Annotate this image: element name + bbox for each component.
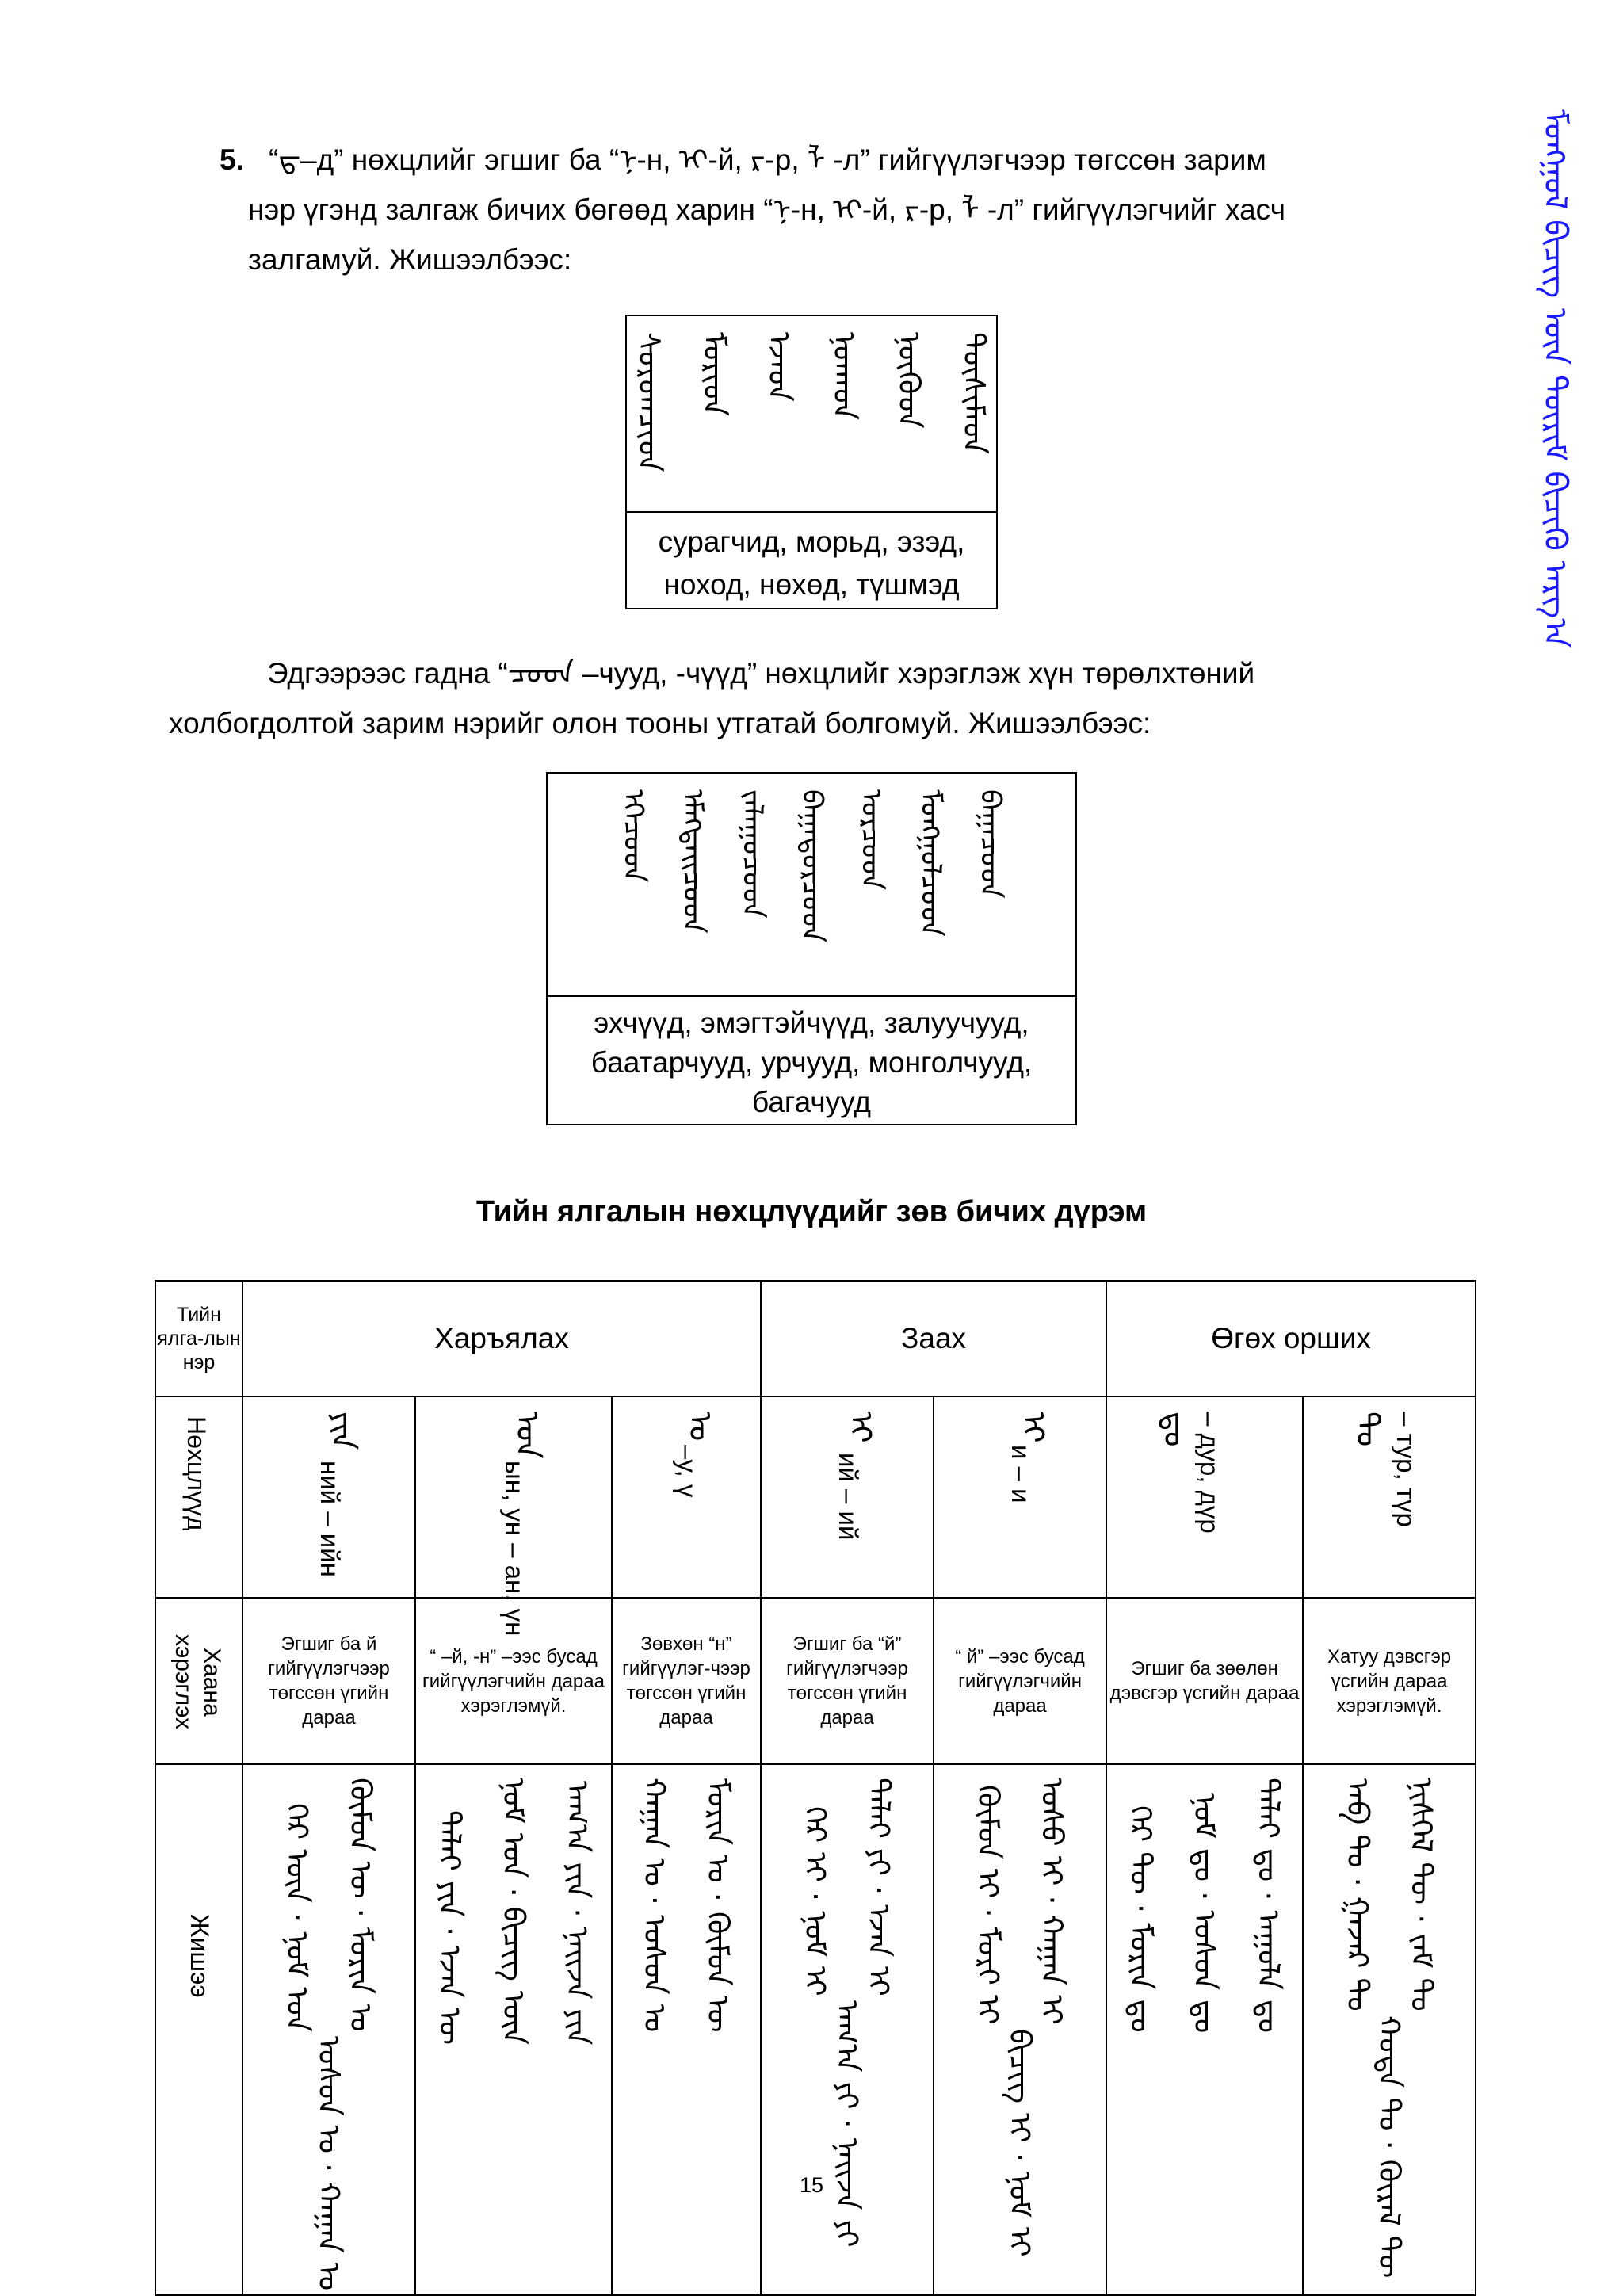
paragraph-2 <box>169 648 1453 748</box>
usage-cell-1: Эгшиг ба й гийгүүлэгчээр төгссөн үгийн дараа <box>242 1598 415 1764</box>
box1-word-2: ᠮᠣᠷᠢᠳ <box>697 332 731 416</box>
table-header-row <box>155 1281 1476 1396</box>
examples-cell-5 <box>934 1764 1106 2295</box>
example-1-2: ᠬᠦᠮᠦᠨ ᠦ · ᠮᠣᠷᠢᠨ ᠤ <box>343 1778 379 2032</box>
example-3-2: ᠮᠣᠷᠢᠨ ᠤ · ᠬᠦᠮᠦᠨ ᠦ <box>701 1778 736 2033</box>
suffix-cell-1 <box>242 1396 415 1598</box>
suffix-cyr-3: –у, ү <box>673 1445 702 1498</box>
rule5-number: 5. <box>220 143 244 176</box>
para2-line1: Эдгээрээс гадна “ᠴᠤᠳ –чууд, -чүүд” нөхцлийг хэрэглэж хүн төрөлхтөний <box>267 657 1255 690</box>
usage-cell-3: Зөвхөн “н” гийгүүлэг-чээр төгссөн үгийн дараа <box>612 1598 761 1764</box>
box1-caption <box>627 514 996 606</box>
row-label-usage: Хаана хэрэглэх <box>170 1633 225 1730</box>
box2-word-5: ᠤᠷᠴᠤᠳ <box>854 789 888 891</box>
rule5-line3: залгамуй. Жишээлбээс: <box>248 243 572 276</box>
suffix-cyr-5: и – и <box>1006 1445 1037 1503</box>
row-label-suffixes-cell <box>155 1396 242 1598</box>
box2-word-6: ᠮᠣᠩᠭᠣᠯᠴᠤᠳ <box>914 789 947 938</box>
usage-cell-6: Эгшиг ба зөөлөн дэвсгэр үсгийн дараа <box>1106 1598 1303 1764</box>
examples-cell-3 <box>612 1764 761 2295</box>
example-5-2: ᠤᠰᠤ ᠢ · ᠬᠠᠭᠠᠨ ᠢ <box>1034 1778 1070 2025</box>
row-label-examples: Жишээ <box>185 1914 214 1998</box>
example-5-1: ᠬᠦᠮᠦᠨ ᠢ · ᠮᠣᠷᠢ ᠢ <box>970 1785 1006 2025</box>
example-4-2: ᠳᠠᠯᠠᠢ ᠶᠢ · ᠡᠵᠡᠨ ᠢ <box>861 1778 897 1996</box>
usage-cell-4: Эгшиг ба “й” гийгүүлэгчээр төгссөн үгийн дараа <box>761 1598 934 1764</box>
suffix-mong-3: ᠤ <box>682 1412 718 1442</box>
suffix-cyr-7: – тур, түр <box>1392 1412 1422 1527</box>
box1-word-4: ᠨᠣᠬᠠᠳ <box>827 332 861 420</box>
examples-cell-4 <box>761 1764 934 2295</box>
suffix-mong-6: ᠳᠤ <box>1156 1412 1193 1447</box>
box1-word-1: ᠰᠤᠷᠤᠭᠴᠢᠳ <box>632 332 666 472</box>
row-label-suffixes: Нөхцлүүд <box>182 1416 211 1531</box>
suffix-cyr-4: ий – ий <box>834 1453 864 1541</box>
box2-mongolian-area <box>548 774 1075 997</box>
box2-word-2: ᠡᠮᠡᠭᠲᠡᠢᠴᠦᠳ <box>676 789 709 934</box>
usage-row <box>155 1598 1476 1764</box>
suffix-cell-7 <box>1303 1396 1476 1598</box>
declension-rules-table <box>155 1280 1476 2296</box>
examples-cell-2 <box>415 1764 612 2295</box>
row-label-examples-cell <box>155 1764 242 2295</box>
example-6-2: ᠨᠣᠮ ᠳᠤ · ᠤᠰᠤᠨ ᠳᠤ <box>1187 1792 1223 2034</box>
box1-mongolian-area <box>627 316 996 513</box>
suffix-mong-5: ᠢ <box>1015 1412 1052 1443</box>
suffix-cell-2 <box>415 1396 612 1637</box>
corner-cell: Тийн ялга-лын нэр <box>155 1281 242 1396</box>
box2-caption <box>548 999 1075 1122</box>
box1-word-3: ᠡᠵᠡᠳ <box>762 332 796 402</box>
suffix-cyr-6: – дур, дүр <box>1195 1412 1225 1534</box>
box1-caption-line2: ноход, нөхөд, түшмэд <box>663 568 960 601</box>
group-header-genitive: Харъялах <box>242 1281 761 1396</box>
usage-cell-2: “ –й, -н” –ээс бусад гийгүүлэгчийн дараа хэрэглэмүй. <box>415 1598 612 1764</box>
example-1-1: ᠭᠡᠷ ᠦᠨ · ᠨᠣᠮ ᠤᠨ <box>279 1802 315 2032</box>
box2-caption-line2: баатарчууд, урчууд, монголчууд, <box>590 1046 1033 1079</box>
suffix-cell-4 <box>761 1396 934 1598</box>
suffix-row <box>155 1396 1476 1598</box>
group-header-accusative: Заах <box>761 1281 1106 1396</box>
example-4-1: ᠭᠡᠷ ᠢ · ᠨᠣᠮ ᠢ <box>797 1806 833 1996</box>
rule5-line1-text: “ᠳ–д” нөхцлийг эгшиг ба “ᠨ-н, ᠢ-й, ᠷ-р, ᠯ -л” гийгүүлэгчээр төгссөн зарим <box>269 143 1266 176</box>
example-3-1: ᠬᠠᠭᠠᠨ ᠤ · ᠤᠰᠤᠨ ᠤ <box>636 1778 672 2033</box>
examples-cell-6 <box>1106 1764 1303 2295</box>
examples-row <box>155 1764 1476 2295</box>
box2-word-1: ᠡᠭᠡᠴᠦᠳ <box>617 789 650 883</box>
table-title: Тийн ялгалын нөхцлүүдийг зөв бичих дүрэм <box>475 1195 1148 1228</box>
usage-cell-5: “ й” –ээс бусад гийгүүлэгчийн дараа <box>934 1598 1106 1764</box>
box1-word-6: ᠲᠦᠰᠢᠮᠡᠳ <box>957 332 991 454</box>
box2-word-3: ᠵᠠᠯᠠᠭᠤᠴᠤᠳ <box>735 789 769 919</box>
suffix-cell-3 <box>612 1396 761 1598</box>
example-7-3: ᠬᠣᠲᠠ ᠲᠤ · ᠬᠦᠷᠡᠯ ᠲᠦ <box>1372 2015 1407 2279</box>
example-2-2: ᠨᠣᠮ ᠤᠨ · ᠪᠢᠴᠢᠭ ᠦᠨ <box>496 1778 531 2045</box>
box2-word-7: ᠪᠠᠭᠠᠴᠤᠳ <box>973 789 1006 899</box>
page-number: 15 <box>799 2173 824 2197</box>
example-6-3: ᠳᠠᠯᠠᠢ ᠳᠤ · ᠠᠭᠤᠯᠠ ᠳᠤ <box>1251 1778 1286 2034</box>
suffix-cell-5 <box>934 1396 1106 1598</box>
example-5-3: ᠪᠢᠴᠢᠭ ᠢ · ᠨᠣᠮ ᠢ <box>1002 2028 1038 2257</box>
suffix-mong-2: ᠤᠨ <box>509 1412 545 1459</box>
suffix-mong-4: ᠢ <box>842 1412 880 1443</box>
suffix-cyr-2: ын, ун – ан, үн <box>500 1461 529 1637</box>
box2-caption-line3: багачууд <box>751 1086 871 1118</box>
suffix-mong-7: ᠲᠤ <box>1349 1412 1386 1447</box>
box1-caption-line1: сурагчид, морьд, эзэд, <box>658 525 965 558</box>
group-header-dative: Өгөх орших <box>1106 1281 1476 1396</box>
box1-word-5: ᠨᠥᠬᠥᠳ <box>892 332 926 429</box>
rule5-line1 <box>220 135 1452 185</box>
suffix-mong-1: ᠶᠢᠨ <box>324 1412 361 1450</box>
example-7-2: ᠨᠢᠰᠬᠡᠯ ᠲᠦ · ᠵᠠᠮ ᠲᠤ <box>1403 1778 1439 2011</box>
usage-cell-7: Хатуу дэвсгэр үсгийн дараа хэрэглэмүй. <box>1303 1598 1476 1764</box>
example-2-1: ᠳᠠᠯᠠᠢ ᠶᠢᠨ · ᠡᠵᠡᠨ ᠦ <box>432 1809 468 2045</box>
suffix-cell-6 <box>1106 1396 1303 1598</box>
rule5-line2: нэр үгэнд залгаж бичих бөгөөд харин “ᠨ-н, ᠢ-й, ᠷ-р, ᠯ -л” гийгүүлэгчийг хасч <box>248 193 1286 226</box>
rule5-paragraph <box>220 135 1452 285</box>
side-title: ᠮᠣᠩᠭᠣᠯ ᠪᠢᠴᠢᠭ ᠦᠨ ᠳᠦᠷᠢᠮ ᠪᠢᠴᠢᠬᠦ ᠠᠷᠭ᠎ᠠ <box>1537 109 1573 648</box>
examples-cell-1 <box>242 1764 415 2295</box>
example-2-3: ᠠᠬ᠎ᠠ ᠶᠢᠨ · ᠨᠠᠢᠵᠠ ᠶᠢᠨ <box>559 1780 595 2045</box>
example-7-1: ᠠᠪ ᠲᠤ · ᠭᠠᠵᠠᠷ ᠲᠤ <box>1339 1778 1375 2011</box>
box2-word-4: ᠪᠠᠭᠠᠲᠤᠷᠴᠤᠳ <box>795 789 828 943</box>
box2-caption-line1: эхчүүд, эмэгтэйчүүд, залуучууд, <box>594 1007 1029 1039</box>
example-1-3: ᠤᠰᠤᠨ ᠤ · ᠬᠠᠭᠠᠨ ᠤ <box>311 2035 346 2290</box>
examples-cell-7 <box>1303 1764 1476 2295</box>
example-box-2 <box>546 772 1077 1125</box>
example-box-1 <box>625 315 998 609</box>
example-4-3: ᠠᠬ᠎ᠠ ᠶᠢ · ᠨᠠᠢᠵᠠ ᠶᠢ <box>830 2000 865 2248</box>
example-6-1: ᠭᠡᠷ ᠲᠦ · ᠮᠣᠷᠢᠨ ᠳᠤ <box>1123 1805 1159 2034</box>
suffix-cyr-1: ний – ийн <box>315 1461 345 1577</box>
para2-line2: холбогдолтой зарим нэрийг олон тооны утгатай болгомуй. Жишээлбээс: <box>169 707 1151 739</box>
row-label-usage-cell <box>155 1598 242 1764</box>
